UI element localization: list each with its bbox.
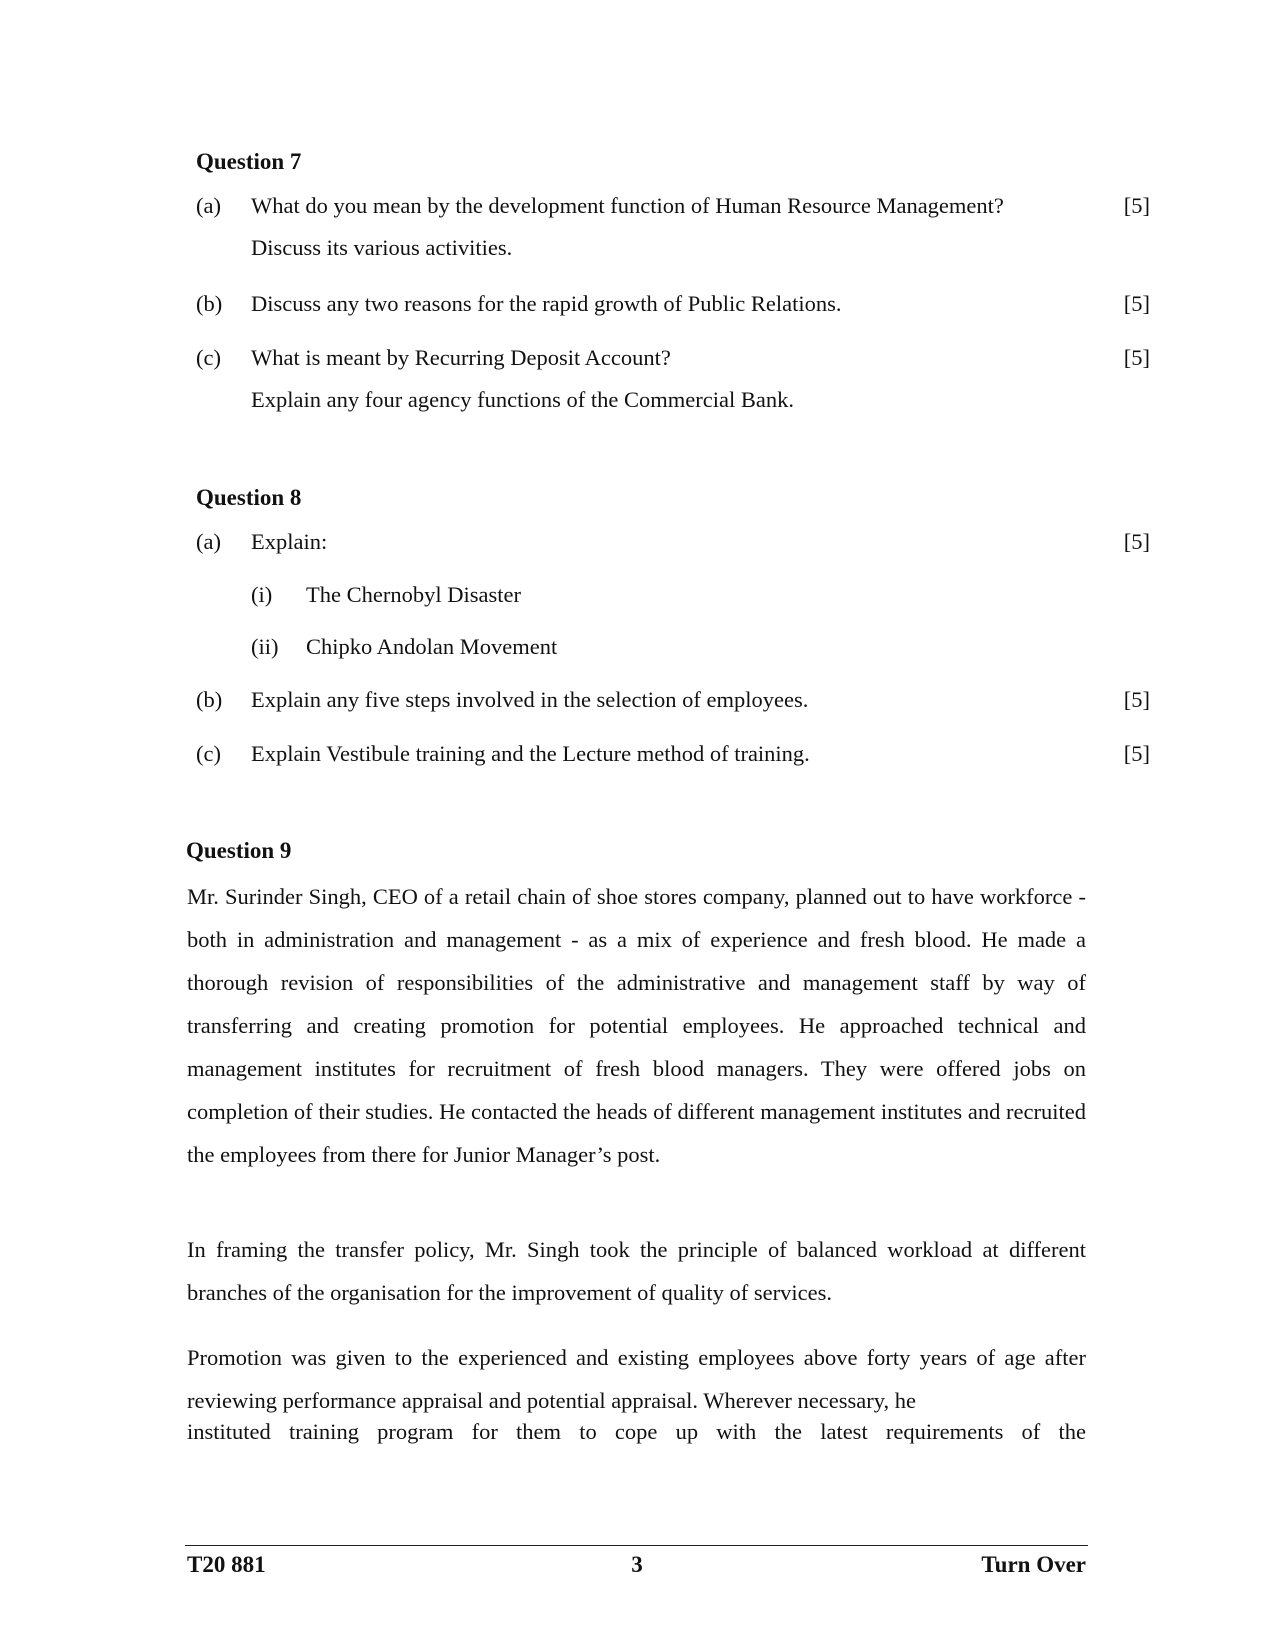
q8-a-label: (a) <box>196 529 221 554</box>
question-8-title: Question 8 <box>196 485 302 510</box>
q8-a-sub-i-label: (i) <box>251 582 273 607</box>
q8-a-text: Explain: <box>251 529 328 554</box>
q7-c-label: (c) <box>196 345 221 370</box>
q8-c-marks: [5] <box>1123 741 1150 766</box>
q8-a-sub-ii-text: Chipko Andolan Movement <box>306 634 558 659</box>
q7-c-text-line1: What is meant by Recurring Deposit Account? <box>251 345 671 370</box>
q9-paragraph-1: Mr. Surinder Singh, CEO of a retail chain of shoe stores company, planned out to have workforce - both in administration and management - as a mix of experience and fresh blood. He made a thorough revision of responsibilities of the administrative and management staff by way of transferring and creating promotion for potential employees. He approached technical and management institutes for recruitment of fresh blood managers. They were offered jobs on completion of their studies. He contacted the heads of different management institutes and recruited the employees from there for Junior Manager’s post. <box>187 884 1086 1167</box>
footer-turn-over: Turn Over <box>981 1552 1086 1577</box>
q7-a-label: (a) <box>196 193 221 218</box>
q8-a-marks: [5] <box>1123 529 1150 554</box>
q7-b-text: Discuss any two reasons for the rapid growth of Public Relations. <box>251 291 842 316</box>
q8-b-text: Explain any five steps involved in the selection of employees. <box>251 687 809 712</box>
q7-b-marks: [5] <box>1123 291 1150 316</box>
q8-b-label: (b) <box>196 687 223 712</box>
q8-c-text: Explain Vestibule training and the Lecture method of training. <box>251 741 810 766</box>
q7-a-text-line2: Discuss its various activities. <box>251 235 513 260</box>
q9-paragraph-3: Promotion was given to the experienced and existing employees above forty years of age after reviewing performance appraisal and potential appraisal. Wherever necessary, he <box>187 1345 1086 1413</box>
q7-b-label: (b) <box>196 291 223 316</box>
footer-page-number: 3 <box>631 1552 643 1577</box>
q7-c-text-line2: Explain any four agency functions of the Commercial Bank. <box>251 387 794 412</box>
q8-c-label: (c) <box>196 741 221 766</box>
q8-a-sub-ii-label: (ii) <box>251 634 279 659</box>
question-9-title: Question 9 <box>186 838 292 863</box>
q9-paragraph-3-continued: instituted training program for them to cope up with the latest requirements of the <box>187 1419 1086 1444</box>
question-7-title: Question 7 <box>196 149 302 174</box>
q9-paragraph-2: In framing the transfer policy, Mr. Singh took the principle of balanced workload at different branches of the organisation for the improvement of quality of services. <box>187 1237 1086 1305</box>
q7-c-marks: [5] <box>1123 345 1150 370</box>
q8-b-marks: [5] <box>1123 687 1150 712</box>
q7-a-marks: [5] <box>1123 193 1150 218</box>
q8-a-sub-i-text: The Chernobyl Disaster <box>306 582 521 607</box>
footer-paper-code: T20 881 <box>187 1552 266 1577</box>
footer-rule <box>185 1545 1088 1546</box>
q7-a-text-line1: What do you mean by the development function of Human Resource Management? <box>251 193 1004 218</box>
